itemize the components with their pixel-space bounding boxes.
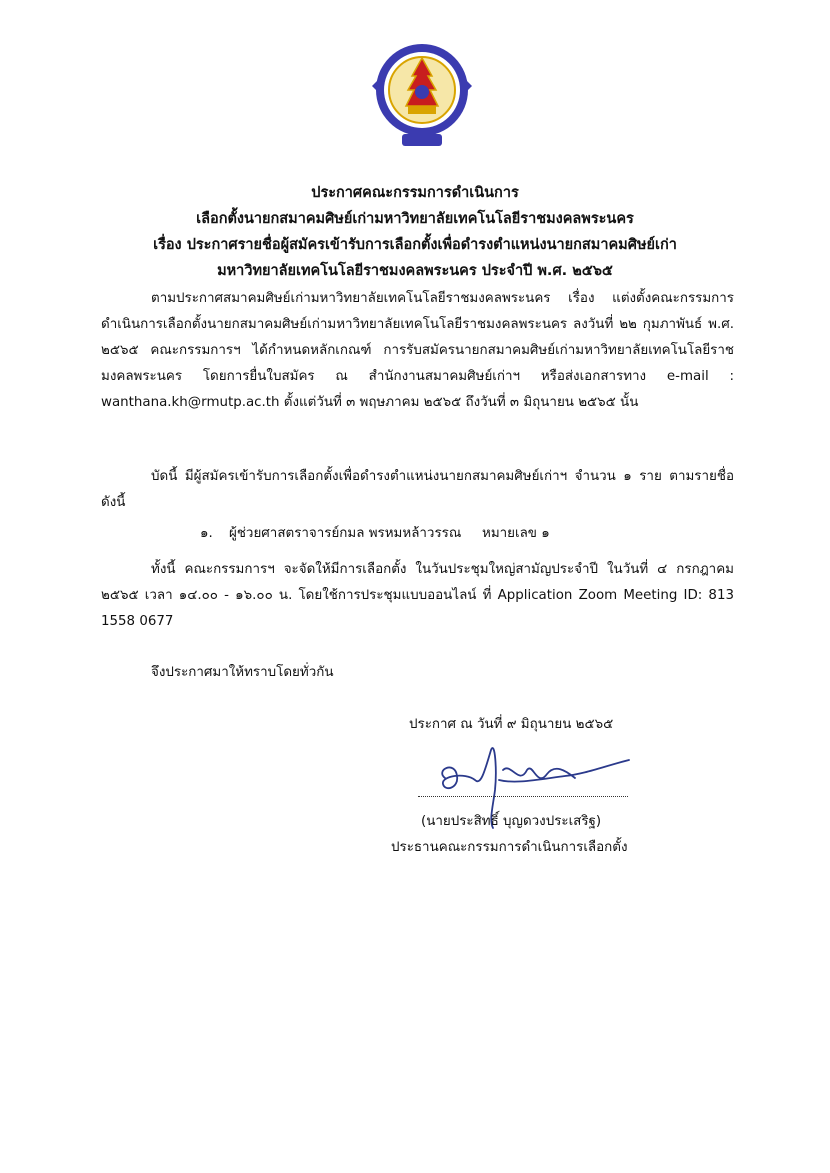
candidate-number: หมายเลข ๑ <box>482 526 550 541</box>
signature-dotted-line <box>418 796 628 797</box>
candidate-index: ๑. <box>200 526 213 541</box>
paragraph-3-text: ทั้งนี้ คณะกรรมการฯ จะจัดให้มีการเลือกตั้ง ในวันประชุมใหญ่สามัญประจำปี ในวันที่ ๔ กรกฎาคม ๒๕๖๕ เวลา ๑๔.๐๐ - ๑๖.๐๐ น. โดยใช้การประชุมแบบออนไลน์ ที่ Application Zoom Meeting ID: 813 1558 0677 <box>101 562 734 629</box>
paragraph-3 <box>101 557 734 635</box>
association-seal-logo <box>372 28 472 158</box>
header-line-1: ประกาศคณะกรรมการดำเนินการ <box>311 185 519 201</box>
announcement-header <box>100 180 730 284</box>
paragraph-2 <box>101 464 734 516</box>
paragraph-1 <box>101 286 734 416</box>
paragraph-4: จึงประกาศมาให้ทราบโดยทั่วกัน <box>151 665 334 680</box>
signatory-position: ประธานคณะกรรมการดำเนินการเลือกตั้ง <box>391 840 628 855</box>
paragraph-1-text: ตามประกาศสมาคมศิษย์เก่ามหาวิทยาลัยเทคโนโลยีราชมงคลพระนคร เรื่อง แต่งตั้งคณะกรรมการดำเนินการเลือกตั้งนายกสมาคมศิษย์เก่ามหาวิทยาลัยเทคโนโลยีราชมงคลพระนคร ลงวันที่ ๒๒ กุมภาพันธ์ พ.ศ. ๒๕๖๕ คณะกรรมการฯ ได้กำหนดหลักเกณฑ์ การรับสมัครนายกสมาคมศิษย์เก่ามหาวิทยาลัยเทคโนโลยีราชมงคลพระนคร โดยการยื่นใบสมัคร ณ สำนักงานสมาคมศิษย์เก่าฯ หรือส่งเอกสารทาง e-mail : wanthana.kh@rmutp.ac.th ตั้งแต่วันที่ ๓ พฤษภาคม ๒๕๖๕ ถึงวันที่ ๓ มิถุนายน ๒๕๖๕ นั้น <box>101 291 734 410</box>
header-line-4: มหาวิทยาลัยเทคโนโลยีราชมงคลพระนคร ประจำปี พ.ศ. ๒๕๖๕ <box>217 263 613 279</box>
candidate-name: ผู้ช่วยศาสตราจารย์กมล พรหมหล้าวรรณ <box>229 526 462 541</box>
header-line-2: เลือกตั้งนายกสมาคมศิษย์เก่ามหาวิทยาลัยเทคโนโลยีราชมงคลพระนคร <box>196 211 634 227</box>
signatory-name: (นายประสิทธิ์ บุญดวงประเสริฐ) <box>421 814 602 829</box>
paragraph-2-text: บัดนี้ มีผู้สมัครเข้ารับการเลือกตั้งเพื่อดำรงตำแหน่งนายกสมาคมศิษย์เก่าฯ จำนวน ๑ ราย ตามรายชื่อดังนี้ <box>101 469 734 510</box>
header-line-3: เรื่อง ประกาศรายชื่อผู้สมัครเข้ารับการเลือกตั้งเพื่อดำรงตำแหน่งนายกสมาคมศิษย์เก่า <box>153 237 677 253</box>
announcement-date: ประกาศ ณ วันที่ ๙ มิถุนายน ๒๕๖๕ <box>409 717 614 732</box>
